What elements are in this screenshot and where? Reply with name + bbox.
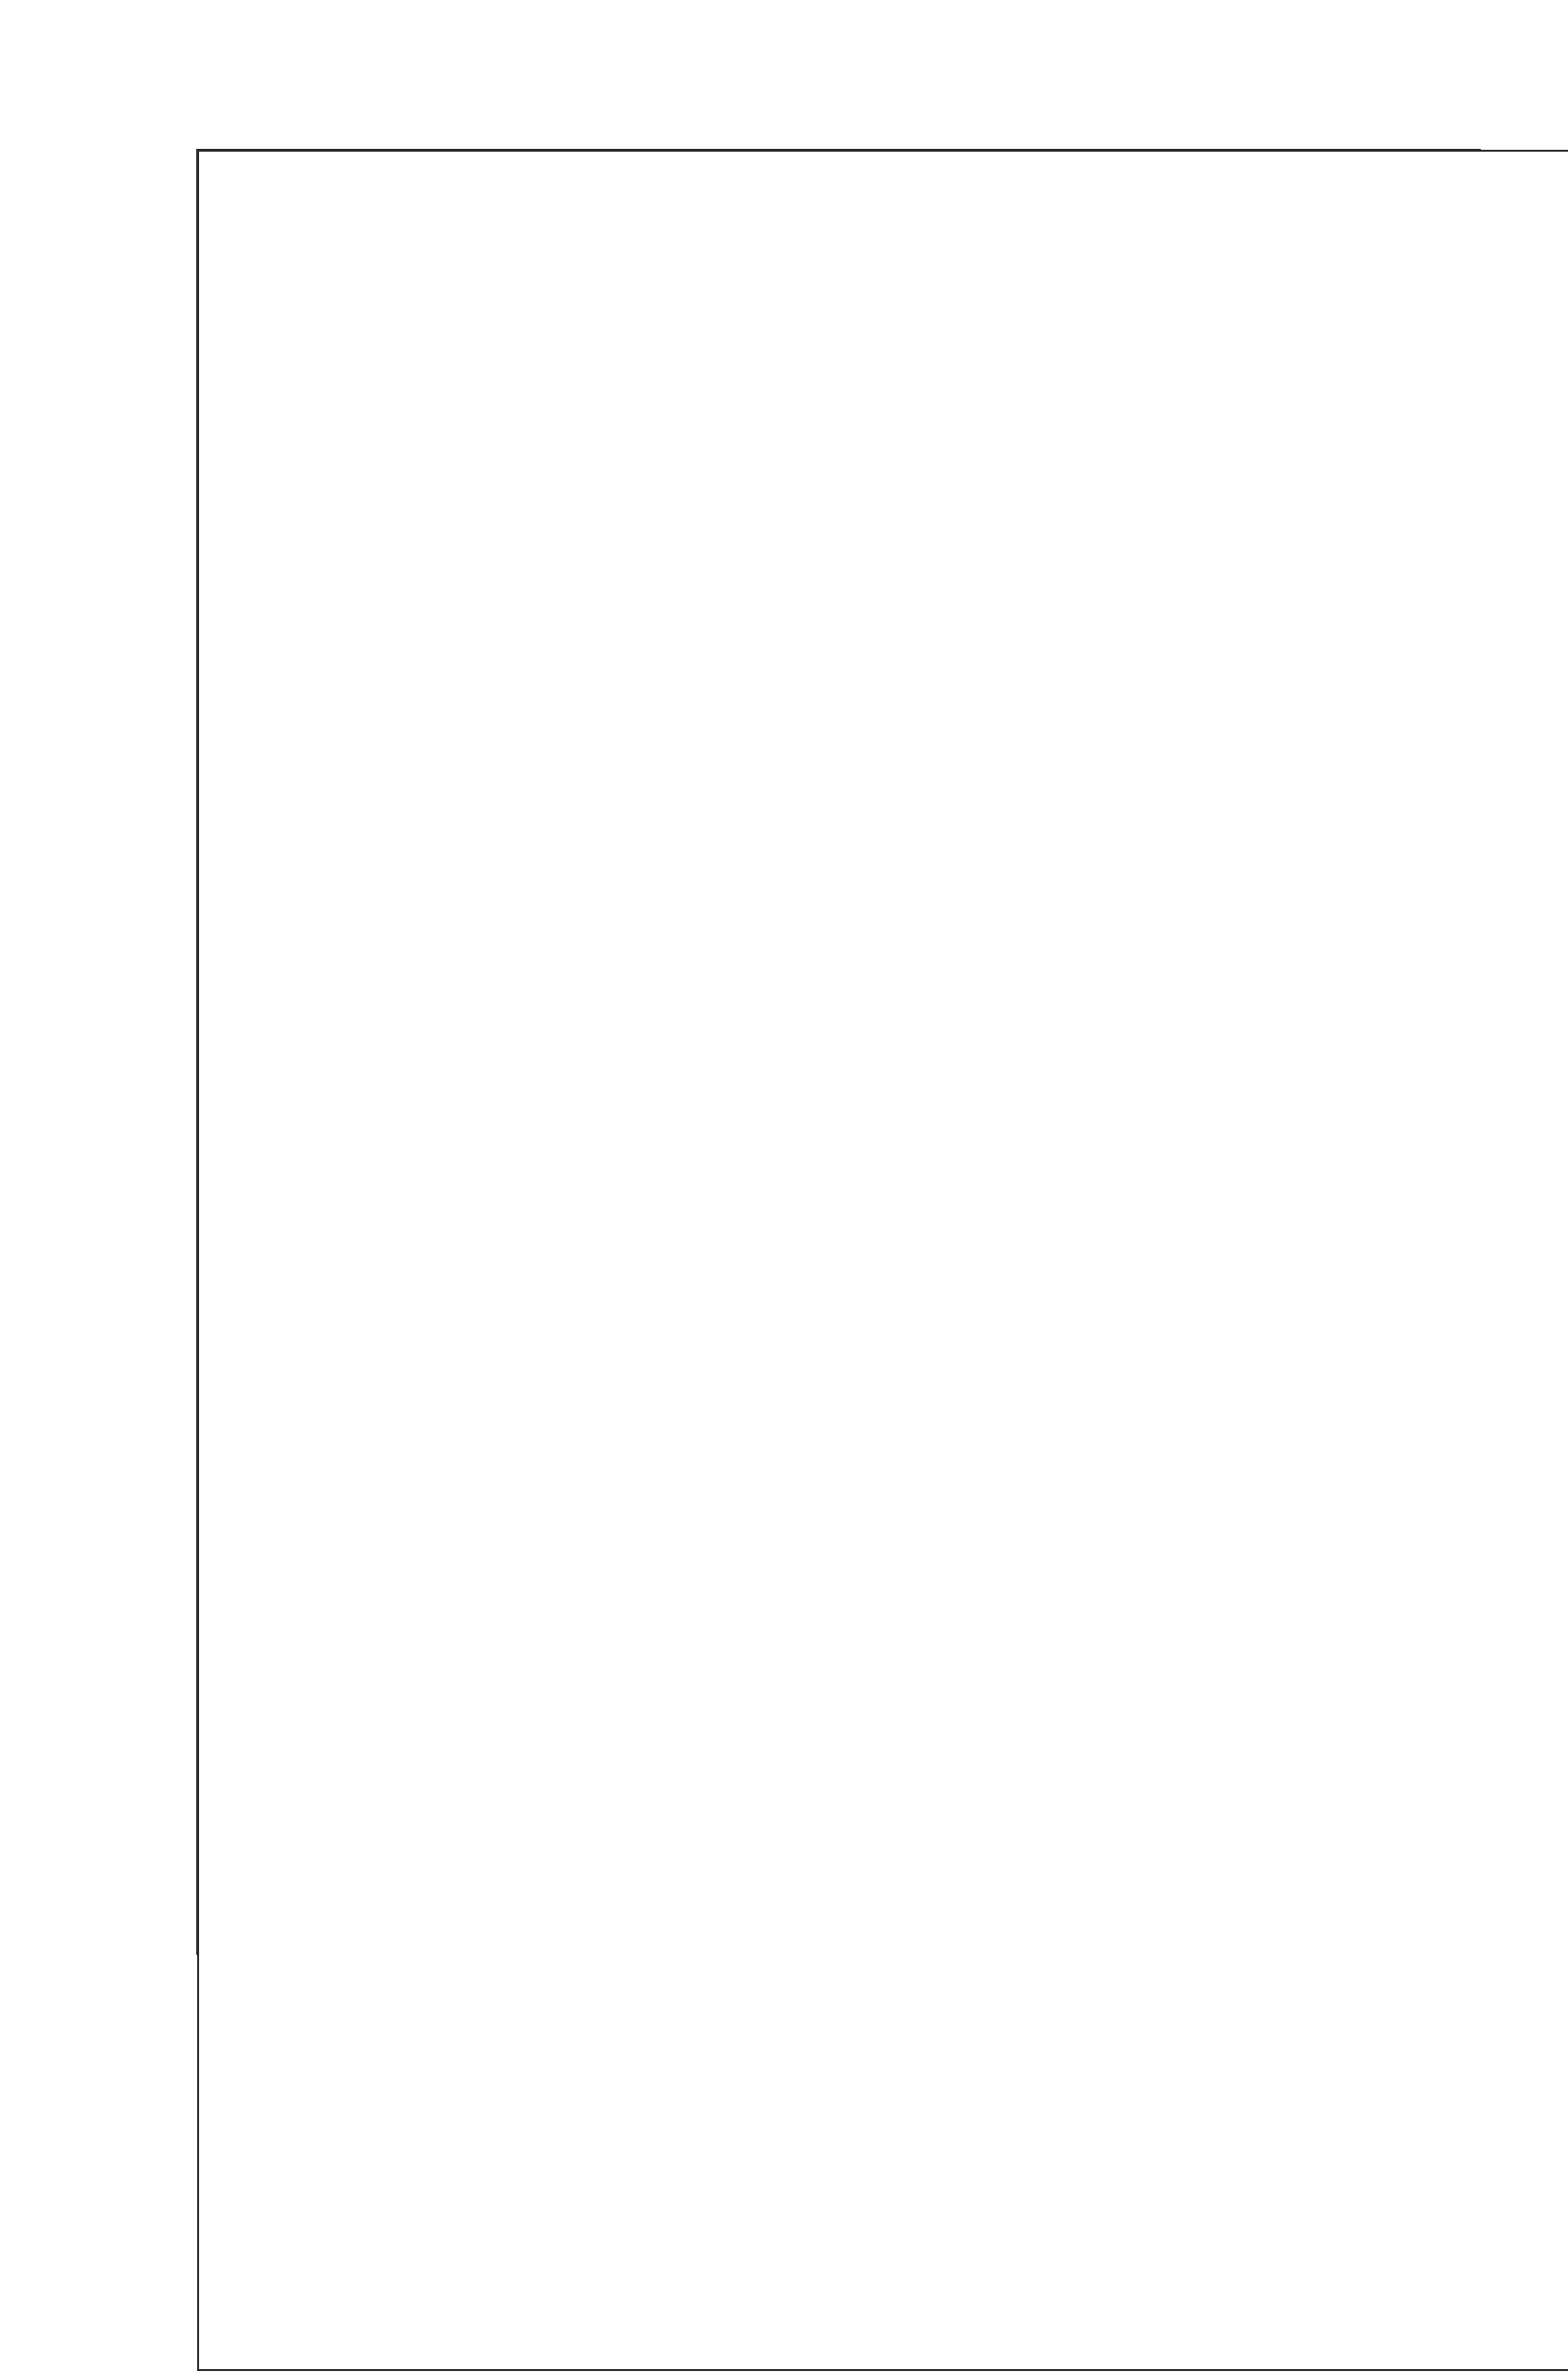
- toc-entry-page: [197, 150, 1568, 2371]
- table-row: [197, 1898, 1480, 1954]
- table-of-contents: [196, 149, 1481, 1955]
